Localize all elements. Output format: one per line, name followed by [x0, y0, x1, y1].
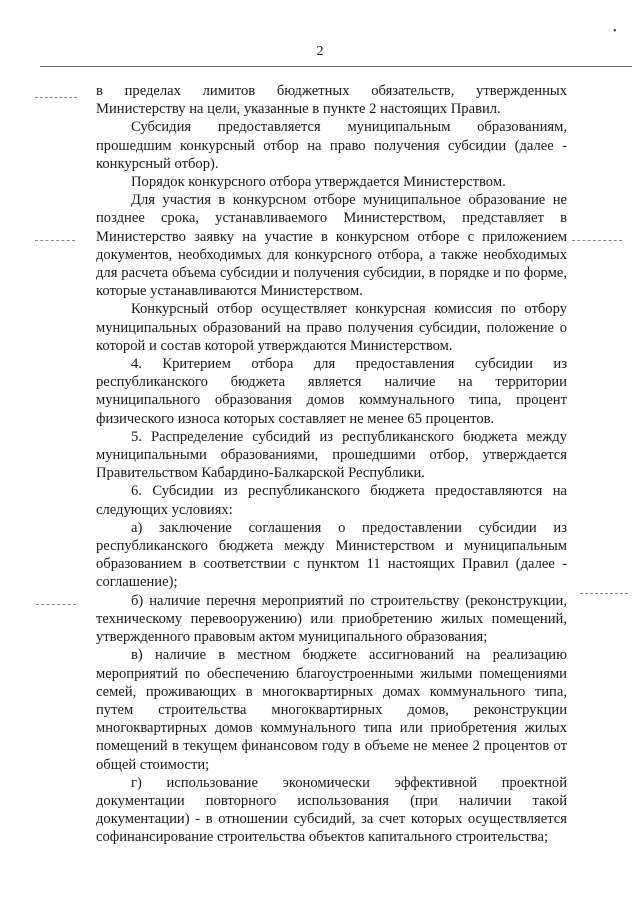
paragraph-continuation: в пределах лимитов бюджетных обязательств, утвержденных Министерству на цели, указанные в пункте 2 настоящих Правил. — [96, 83, 567, 118]
scan-artifact-line — [572, 240, 622, 241]
paragraph-item-6d: г) использование экономически эффективной проектной документации повторного использования (при наличии такой документации) - в отношении субсидий, за счет которых осуществляется софинансирование строительства объектов капитального строительства; — [96, 774, 567, 846]
paragraph-item-4: 4. Критерием отбора для предоставления субсидии из республиканского бюджета является наличие на территории муниципального образования домов коммунального типа, процент физического износа которых составляет не менее 65 процентов. — [96, 356, 567, 427]
scan-artifact-line — [35, 97, 77, 98]
paragraph-participation: Для участия в конкурсном отборе муниципальное образование не позднее срока, устанавливаемого Министерством, представляет в Министерство заявку на участие в конкурсном отборе с приложением документов, необходимых для конкурсного отбора, а также необходимых для расчета объема субсидии и получения субсидии, в порядке и по форме, которые устанавливаются Министерством. — [96, 192, 567, 300]
header-rule — [40, 66, 632, 67]
paragraph-commission: Конкурсный отбор осуществляет конкурсная комиссия по отбору муниципальных образований на право получения субсидии, положение о которой и состав которой утверждаются Министерством. — [96, 301, 567, 354]
scan-speck: • — [613, 26, 617, 37]
paragraph-item-5: 5. Распределение субсидий из республиканского бюджета между муниципальными образованиями, прошедшими отбор, утверждается Правительством Кабардино-Балкарской Республики. — [96, 428, 567, 482]
paragraph-item-6c: в) наличие в местном бюджете ассигнований на реализацию мероприятий по обеспечению благоустроенными жилыми помещениями семей, проживающих в многоквартирных домах коммунального типа, путем строительства многоквартирных домов, реконструкции многоквартирных домов коммунального типа или приобретения жилых помещений в текущем финансовом году в объеме не менее 2 процентов от общей стоимости; — [96, 647, 567, 773]
paragraph-selection-order: Порядок конкурсного отбора утверждается Министерством. — [131, 174, 506, 191]
paragraph-subsidy: Субсидия предоставляется муниципальным образованиям, прошедшим конкурсный отбор на право получения субсидии (далее - конкурсный отбор). — [96, 119, 567, 172]
page-number: 2 — [316, 44, 324, 59]
scan-artifact-line — [35, 240, 75, 241]
paragraph-item-6a: а) заключение соглашения о предоставлении субсидии из республиканского бюджета между Министерством и муниципальным образованием в соответствии с пунктом 11 настоящих Правил (далее - соглашение); — [96, 519, 567, 591]
paragraph-item-6: 6. Субсидии из республиканского бюджета предоставляются на следующих условиях: — [96, 483, 567, 518]
scan-artifact-line — [36, 604, 76, 605]
scan-artifact-line — [580, 593, 628, 594]
document-body — [96, 82, 567, 847]
paragraph-item-6b: б) наличие перечня мероприятий по строительству (реконструкции, техническому перевооружению) или приобретению жилых помещений, утвержденного правовым актом муниципального образования; — [96, 592, 567, 646]
